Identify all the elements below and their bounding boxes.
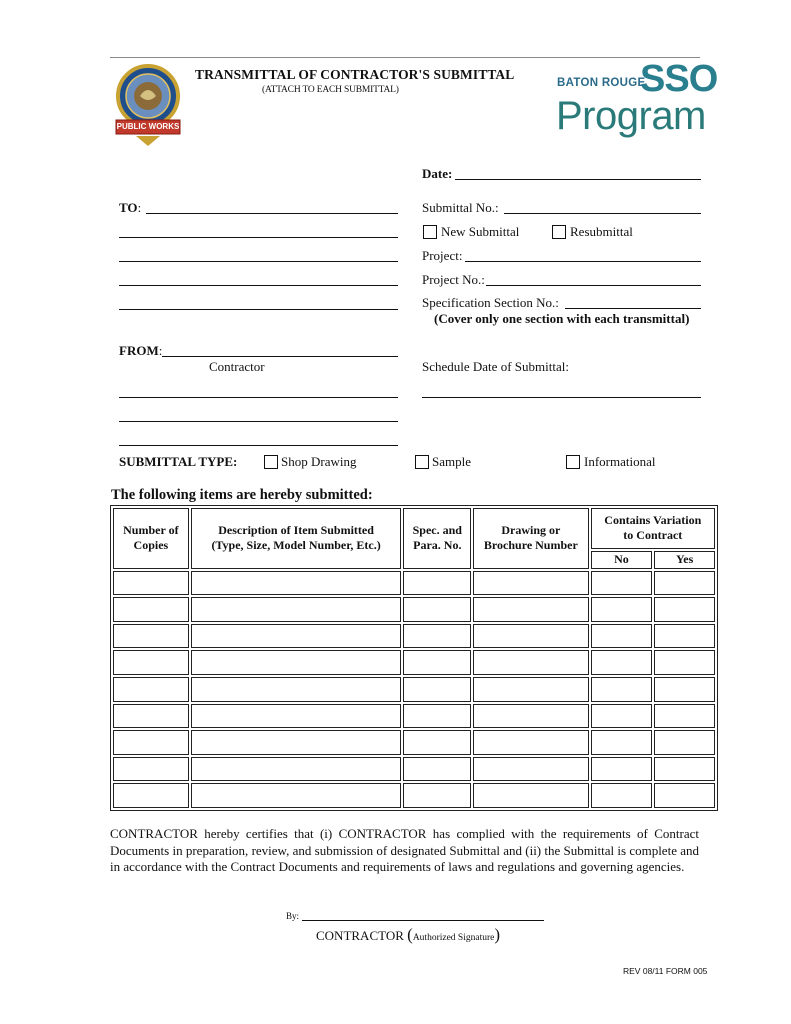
- table-cell[interactable]: [473, 783, 588, 808]
- table-cell[interactable]: [591, 730, 653, 755]
- from-colon: :: [158, 343, 163, 358]
- table-cell[interactable]: [654, 624, 715, 649]
- table-cell[interactable]: [191, 783, 402, 808]
- from-field-line-4[interactable]: [119, 445, 398, 446]
- table-cell[interactable]: [191, 624, 402, 649]
- items-table: [110, 505, 718, 811]
- col-description-header-line2: (Type, Size, Model Number, Etc.): [211, 538, 381, 553]
- table-cell[interactable]: [113, 704, 189, 729]
- table-cell[interactable]: [191, 730, 402, 755]
- table-cell[interactable]: [403, 571, 471, 596]
- table-cell[interactable]: [403, 624, 471, 649]
- submittal-type-label: SUBMITTAL TYPE:: [119, 454, 238, 469]
- signature-main: CONTRACTOR: [316, 928, 404, 943]
- table-cell[interactable]: [591, 571, 653, 596]
- submittal-no-label: Submittal No.:: [422, 200, 499, 215]
- col-description-header-line1: Description of Item Submitted: [218, 523, 374, 538]
- table-cell[interactable]: [654, 730, 715, 755]
- table-cell[interactable]: [113, 571, 189, 596]
- table-cell[interactable]: [191, 677, 402, 702]
- table-cell[interactable]: [591, 704, 653, 729]
- to-field-line-1[interactable]: [146, 213, 398, 214]
- to-field-line-5[interactable]: [119, 309, 398, 310]
- spec-section-note: (Cover only one section with each transmittal): [434, 311, 690, 326]
- signature-field[interactable]: [302, 920, 544, 921]
- revision-label: REV 08/11 FORM 005: [623, 966, 708, 976]
- shop-drawing-checkbox[interactable]: [264, 455, 278, 469]
- date-field[interactable]: [455, 179, 701, 180]
- to-field-line-4[interactable]: [119, 285, 398, 286]
- table-cell[interactable]: [473, 624, 588, 649]
- table-cell[interactable]: [591, 597, 653, 622]
- to-label-text: TO: [119, 200, 138, 215]
- table-cell[interactable]: [403, 730, 471, 755]
- col-variation-header-line1: Contains Variation: [604, 513, 702, 528]
- col-drawing-header-line1: Drawing or: [501, 523, 561, 538]
- table-row: [113, 730, 715, 755]
- from-field-line-1[interactable]: [162, 356, 398, 357]
- col-spec-header-line1: Spec. and: [412, 523, 462, 538]
- col-variation-header: [591, 508, 715, 549]
- signature-paren-open: (: [407, 925, 413, 944]
- col-yes-header: Yes: [654, 551, 715, 569]
- table-cell[interactable]: [403, 597, 471, 622]
- col-copies-header: [113, 508, 189, 569]
- table-cell[interactable]: [113, 650, 189, 675]
- city-seal-logo: [110, 62, 186, 148]
- table-cell[interactable]: [473, 704, 588, 729]
- col-copies-header-line2: Copies: [133, 538, 169, 553]
- page-title: TRANSMITTAL OF CONTRACTOR'S SUBMITTAL: [195, 67, 515, 82]
- table-cell[interactable]: [591, 624, 653, 649]
- top-rule: [110, 57, 700, 58]
- table-cell[interactable]: [473, 730, 588, 755]
- table-cell[interactable]: [403, 783, 471, 808]
- table-cell[interactable]: [654, 783, 715, 808]
- informational-label: Informational: [584, 454, 656, 469]
- table-cell[interactable]: [191, 704, 402, 729]
- table-cell[interactable]: [113, 677, 189, 702]
- resubmittal-label: Resubmittal: [570, 224, 633, 239]
- table-cell[interactable]: [191, 571, 402, 596]
- sso-brand-mark: SSO: [640, 58, 718, 100]
- table-cell[interactable]: [403, 757, 471, 782]
- table-row: [113, 571, 715, 596]
- col-drawing-header-line2: Brochure Number: [483, 538, 578, 553]
- project-label: Project:: [422, 248, 463, 263]
- table-cell[interactable]: [654, 704, 715, 729]
- table-row: [113, 624, 715, 649]
- table-row: [113, 704, 715, 729]
- from-label-text: FROM: [119, 343, 159, 358]
- new-submittal-label: New Submittal: [441, 224, 520, 239]
- table-cell[interactable]: [403, 650, 471, 675]
- table-cell[interactable]: [113, 597, 189, 622]
- public-works-label: PUBLIC WORKS: [116, 122, 180, 131]
- table-row: [113, 757, 715, 782]
- col-no-header: No: [591, 551, 653, 569]
- col-copies-header-line1: Number of: [123, 523, 179, 538]
- to-colon: :: [137, 200, 142, 215]
- table-cell[interactable]: [473, 650, 588, 675]
- col-drawing-header: [473, 508, 588, 569]
- table-cell[interactable]: [591, 677, 653, 702]
- table-cell[interactable]: [591, 650, 653, 675]
- sso-brand-program: Program: [556, 94, 706, 138]
- table-cell[interactable]: [591, 757, 653, 782]
- table-cell[interactable]: [654, 597, 715, 622]
- from-label: [119, 343, 162, 359]
- table-cell[interactable]: [654, 571, 715, 596]
- date-label: Date:: [422, 166, 453, 181]
- spec-section-label: Specification Section No.:: [422, 295, 559, 310]
- project-no-field[interactable]: [486, 285, 701, 286]
- table-cell[interactable]: [191, 650, 402, 675]
- schedule-date-field[interactable]: [422, 397, 701, 398]
- table-cell[interactable]: [654, 677, 715, 702]
- to-label: [119, 200, 141, 216]
- table-cell[interactable]: [473, 571, 588, 596]
- spec-section-field[interactable]: [565, 308, 701, 309]
- sample-checkbox[interactable]: [415, 455, 429, 469]
- items-heading: The following items are hereby submitted:: [111, 487, 373, 503]
- from-field-line-2[interactable]: [119, 397, 398, 398]
- table-cell[interactable]: [113, 757, 189, 782]
- schedule-date-label: Schedule Date of Submittal:: [422, 359, 569, 374]
- table-row: [113, 677, 715, 702]
- project-no-label: Project No.:: [422, 272, 485, 287]
- col-spec-header-line2: Para. No.: [413, 538, 462, 553]
- table-cell[interactable]: [113, 730, 189, 755]
- shop-drawing-label: Shop Drawing: [281, 454, 357, 469]
- by-label: By:: [286, 911, 300, 921]
- table-cell[interactable]: [113, 783, 189, 808]
- resubmittal-checkbox[interactable]: [552, 225, 566, 239]
- table-cell[interactable]: [473, 597, 588, 622]
- col-description-header: [191, 508, 402, 569]
- sso-brand-small: BATON ROUGE: [557, 77, 646, 89]
- table-cell[interactable]: [191, 757, 402, 782]
- table-cell[interactable]: [654, 757, 715, 782]
- from-field-line-3[interactable]: [119, 421, 398, 422]
- table-cell[interactable]: [113, 624, 189, 649]
- table-cell[interactable]: [654, 650, 715, 675]
- table-cell[interactable]: [191, 597, 402, 622]
- project-field[interactable]: [465, 261, 701, 262]
- table-row: [113, 650, 715, 675]
- table-cell[interactable]: [591, 783, 653, 808]
- table-cell[interactable]: [403, 704, 471, 729]
- certification-text: CONTRACTOR hereby certifies that (i) CONTRACTOR has complied with the requirements of Contract Documents in preparation, review, and submission of designated Submittal and (ii) the Submittal is complete and in accordance with the Contract Documents and requirements of laws and regulations and governing agencies.: [110, 826, 699, 874]
- contractor-caption: Contractor: [209, 359, 265, 374]
- signature-note: Authorized Signature: [412, 933, 495, 943]
- table-cell[interactable]: [403, 677, 471, 702]
- table-cell[interactable]: [473, 677, 588, 702]
- table-cell[interactable]: [473, 757, 588, 782]
- signature-paren-close: ): [494, 925, 501, 944]
- submittal-no-field[interactable]: [504, 213, 701, 214]
- signature-caption: [316, 925, 500, 945]
- table-row: [113, 597, 715, 622]
- table-row: [113, 783, 715, 808]
- sample-label: Sample: [432, 454, 471, 469]
- page-subtitle: (ATTACH TO EACH SUBMITTAL): [262, 85, 399, 95]
- new-submittal-checkbox[interactable]: [423, 225, 437, 239]
- col-spec-header: [403, 508, 471, 569]
- col-variation-header-line2: to Contract: [623, 528, 683, 543]
- to-field-line-3[interactable]: [119, 261, 398, 262]
- to-field-line-2[interactable]: [119, 237, 398, 238]
- informational-checkbox[interactable]: [566, 455, 580, 469]
